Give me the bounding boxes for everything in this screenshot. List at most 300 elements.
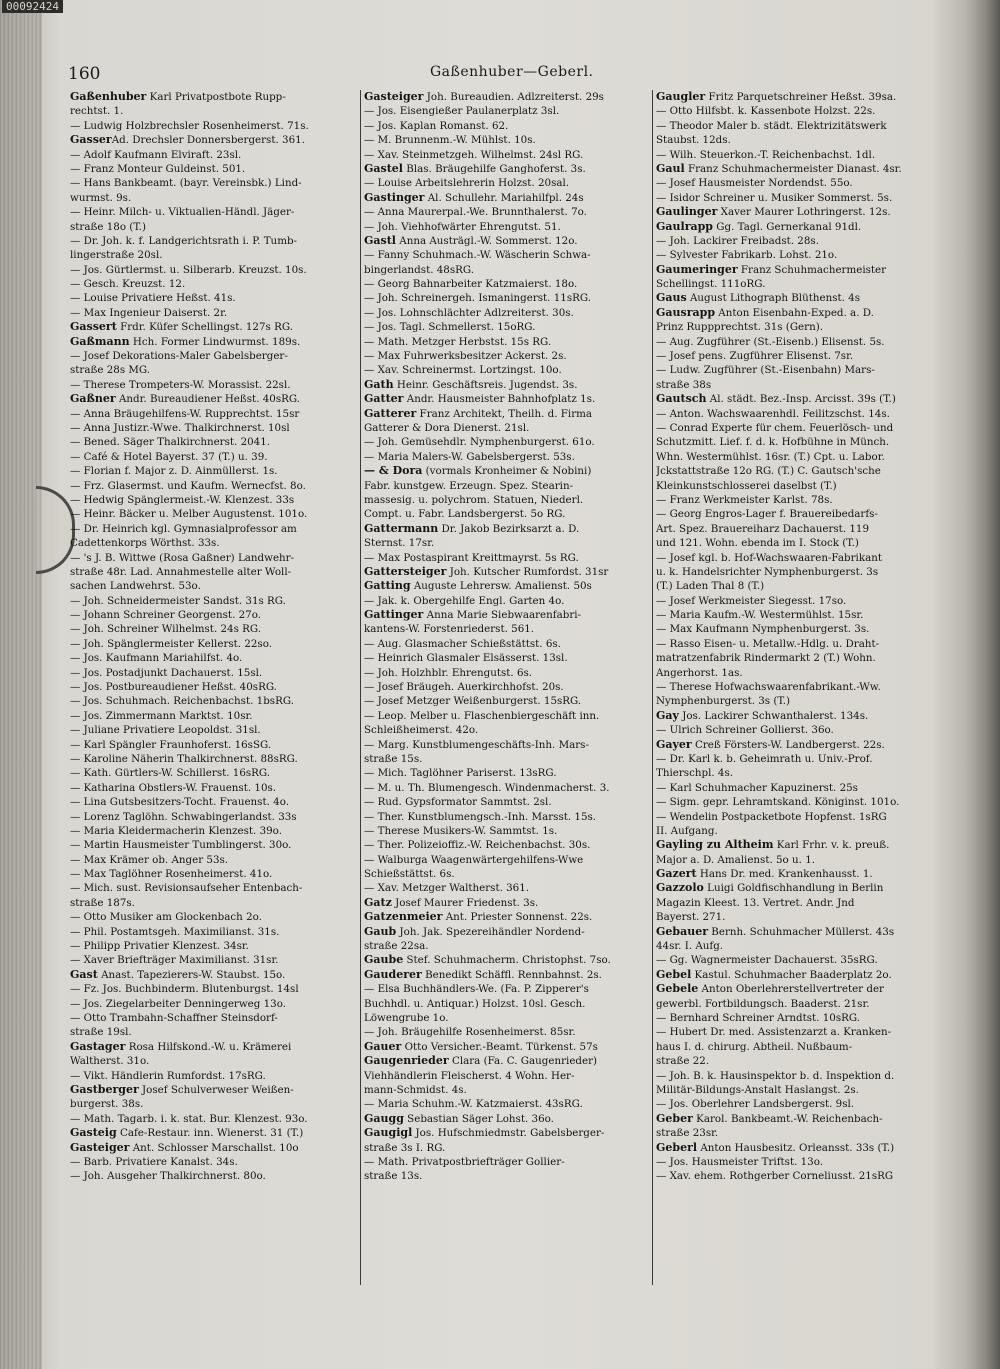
directory-entry-line bbox=[70, 450, 358, 464]
entry-text: Bayerst. 271. bbox=[656, 911, 726, 924]
entry-text: Angerhorst. 1as. bbox=[656, 666, 743, 679]
entry-text: straße 23sr. bbox=[656, 1127, 719, 1140]
directory-entry-line bbox=[656, 810, 956, 824]
entry-text: — Dr. Heinrich kgl. Gymnasialprofessor am bbox=[70, 522, 297, 535]
directory-entry-line bbox=[364, 752, 650, 766]
entry-text: (vormals Kronheimer & Nobini) bbox=[422, 465, 592, 478]
entry-text: Bernh. Schuhmacher Müllerst. 43s bbox=[708, 925, 895, 938]
entry-surname: Gaulrapp bbox=[656, 219, 714, 233]
entry-text: — Wendelin Postpacketbote Hopfenst. 1sRG bbox=[656, 810, 887, 823]
entry-text: wurmst. 9s. bbox=[70, 191, 132, 204]
directory-entry-line bbox=[364, 651, 650, 665]
directory-entry-line bbox=[656, 220, 956, 234]
directory-entry-line bbox=[364, 536, 650, 550]
entry-text: Whn. Westermühlst. 16sr. (T.) Cpt. u. Labor. bbox=[656, 450, 885, 463]
directory-entry-line bbox=[70, 810, 358, 824]
entry-surname: Gatterer bbox=[364, 406, 417, 420]
directory-entry-line bbox=[656, 666, 956, 680]
entry-column-1 bbox=[70, 90, 358, 1285]
entry-text: Cadettenkorps Wörthst. 33s. bbox=[70, 537, 220, 550]
directory-entry-line bbox=[70, 1169, 358, 1183]
entry-text: — Joh. Ausgeher Thalkirchnerst. 80o. bbox=[70, 1170, 266, 1183]
directory-entry-line bbox=[70, 1069, 358, 1083]
directory-entry-line bbox=[364, 306, 650, 320]
entry-text: — Jos. Oberlehrer Landsbergerst. 9sl. bbox=[656, 1098, 855, 1111]
entry-text: Frdr. Küfer Schellingst. 127s RG. bbox=[116, 321, 293, 334]
directory-entry-line bbox=[70, 1040, 358, 1054]
directory-entry-line bbox=[364, 982, 650, 996]
entry-text: — Leop. Melber u. Flaschenbiergeschäft inn. bbox=[364, 709, 600, 722]
directory-entry-line bbox=[364, 1025, 650, 1039]
directory-entry-line bbox=[364, 148, 650, 162]
entry-text: Major a. D. Amalienst. 5o u. 1. bbox=[656, 853, 816, 866]
directory-entry-line bbox=[364, 220, 650, 234]
directory-entry-line bbox=[364, 392, 650, 406]
directory-entry-line bbox=[656, 997, 956, 1011]
entry-text: Militär-Bildungs-Anstalt Haslangst. 2s. bbox=[656, 1083, 859, 1096]
directory-entry-line bbox=[656, 407, 956, 421]
directory-entry-line bbox=[656, 968, 956, 982]
entry-text: — Mich. sust. Revisionsaufseher Entenbach- bbox=[70, 882, 303, 895]
directory-entry-line bbox=[70, 1126, 358, 1140]
entry-text: — Phil. Postamtsgeh. Maximilianst. 31s. bbox=[70, 925, 280, 938]
entry-text: — Josef Hausmeister Nordendst. 55o. bbox=[656, 177, 853, 190]
directory-entry-line bbox=[656, 1141, 956, 1155]
entry-surname: Gast bbox=[70, 967, 98, 981]
directory-entry-line bbox=[70, 363, 358, 377]
entry-text: — Georg Engros-Lager f. Brauereibedarfs- bbox=[656, 508, 878, 521]
directory-entry-line bbox=[70, 781, 358, 795]
entry-text: — Maria Kaufm.-W. Westermühlst. 15sr. bbox=[656, 609, 864, 622]
directory-entry-line bbox=[656, 781, 956, 795]
directory-entry-line bbox=[70, 651, 358, 665]
entry-text: Anton Hausbesitz. Orleansst. 33s (T.) bbox=[697, 1141, 895, 1154]
entry-text: — M. Brunnenm.-W. Mühlst. 10s. bbox=[364, 134, 536, 147]
directory-entry-line bbox=[70, 565, 358, 579]
entry-text: — Maria Malers-W. Gabelsbergerst. 53s. bbox=[364, 450, 575, 463]
directory-entry-line bbox=[656, 881, 956, 895]
entry-surname: Gasteig bbox=[70, 1126, 117, 1140]
directory-entry-line bbox=[656, 1155, 956, 1169]
directory-entry-line bbox=[364, 205, 650, 219]
entry-column-3 bbox=[656, 90, 956, 1285]
directory-entry-line bbox=[656, 939, 956, 953]
entry-text: — Gg. Wagnermeister Dachauerst. 35sRG. bbox=[656, 954, 878, 967]
entry-text: — Lorenz Taglöhn. Schwabingerlandst. 33s bbox=[70, 810, 297, 823]
directory-entry-line bbox=[656, 479, 956, 493]
entry-text: Blas. Bräugehilfe Ganghoferst. 3s. bbox=[402, 162, 586, 175]
directory-entry-line bbox=[70, 464, 358, 478]
entry-surname: Geber bbox=[656, 1111, 693, 1125]
directory-entry-line bbox=[70, 766, 358, 780]
entry-surname: Gaugigl bbox=[364, 1126, 413, 1140]
directory-entry-line bbox=[656, 191, 956, 205]
entry-text: straße 13s. bbox=[364, 1170, 423, 1183]
entry-surname: Gausrapp bbox=[656, 305, 716, 319]
entry-text: — Jos. Kaplan Romanst. 62. bbox=[364, 119, 509, 132]
entry-text: Josef Maurer Friedenst. 3s. bbox=[391, 896, 539, 909]
directory-entry-line bbox=[364, 291, 650, 305]
entry-text: — Fz. Jos. Buchbinderm. Blutenburgst. 14sl bbox=[70, 983, 299, 996]
entry-surname: Gaßmann bbox=[70, 334, 130, 348]
directory-entry-line bbox=[70, 493, 358, 507]
entry-text: massesig. u. polychrom. Statuen, Niederl. bbox=[364, 493, 584, 506]
directory-entry-line bbox=[70, 392, 358, 406]
entry-text: — Philipp Privatier Klenzest. 34sr. bbox=[70, 940, 249, 953]
directory-entry-line bbox=[70, 925, 358, 939]
entry-text: — Hedwig Spänglermeist.-W. Klenzest. 33s bbox=[70, 493, 295, 506]
entry-text: — Wilh. Steuerkon.-T. Reichenbachst. 1dl. bbox=[656, 148, 876, 161]
entry-text: — Joh. Holzhblr. Ehrengutst. 6s. bbox=[364, 666, 533, 679]
directory-entry-line bbox=[656, 680, 956, 694]
entry-surname: Gayer bbox=[656, 737, 692, 751]
entry-text: — Therese Musikers-W. Sammtst. 1s. bbox=[364, 824, 558, 837]
entry-text: — Math. Tagarb. i. k. stat. Bur. Klenzest. 93o. bbox=[70, 1112, 308, 1125]
entry-text: — Josef Werkmeister Siegesst. 17so. bbox=[656, 594, 847, 607]
directory-entry-line bbox=[656, 277, 956, 291]
entry-text: rechtst. 1. bbox=[70, 105, 124, 118]
directory-entry-line bbox=[656, 795, 956, 809]
entry-text: — Josef kgl. b. Hof-Wachswaaren-Fabrikant bbox=[656, 551, 882, 564]
directory-entry-line bbox=[70, 306, 358, 320]
entry-text: August Lithograph Blüthenst. 4s bbox=[686, 292, 861, 305]
entry-surname: — & Dora bbox=[364, 464, 423, 478]
directory-entry-line bbox=[656, 536, 956, 550]
directory-entry-line bbox=[364, 1141, 650, 1155]
entry-text: — Joh. Schreinergeh. Ismaningerst. 11sRG. bbox=[364, 292, 592, 305]
directory-entry-line bbox=[656, 1097, 956, 1111]
directory-entry-line bbox=[70, 867, 358, 881]
entry-text: — Joh. Gemüsehdlr. Nymphenburgerst. 61o. bbox=[364, 436, 595, 449]
entry-text: Al. städt. Bez.-Insp. Arcisst. 39s (T.) bbox=[706, 393, 896, 406]
entry-text: — Josef Dekorations-Maler Gabelsberger- bbox=[70, 350, 288, 363]
directory-entry-line bbox=[70, 997, 358, 1011]
directory-entry-line bbox=[656, 464, 956, 478]
entry-text: Andr. Hausmeister Bahnhofplatz 1s. bbox=[403, 393, 596, 406]
entry-text: — Juliane Privatiere Leopoldst. 31sl. bbox=[70, 724, 261, 737]
directory-entry-line bbox=[364, 176, 650, 190]
directory-entry-line bbox=[364, 1155, 650, 1169]
directory-entry-line bbox=[656, 838, 956, 852]
entry-text: — Math. Privatpostbriefträger Gollier- bbox=[364, 1155, 565, 1168]
directory-entry-line bbox=[656, 133, 956, 147]
directory-entry-line bbox=[656, 363, 956, 377]
entry-text: Anna Marie Siebwaarenfabri- bbox=[423, 609, 582, 622]
entry-text: Luigi Goldfischhandlung in Berlin bbox=[703, 882, 884, 895]
entry-text: — Max Taglöhner Rosenheimerst. 41o. bbox=[70, 868, 273, 881]
entry-text: straße 22sa. bbox=[364, 940, 429, 953]
directory-entry-line bbox=[656, 263, 956, 277]
entry-text: — Walburga Waagenwärtergehilfens-Wwe bbox=[364, 853, 584, 866]
directory-entry-line bbox=[656, 1112, 956, 1126]
entry-text: (T.) Laden Thal 8 (T.) bbox=[656, 580, 765, 593]
directory-entry-line bbox=[364, 723, 650, 737]
entry-text: — Franz Werkmeister Karlst. 78s. bbox=[656, 493, 833, 506]
entry-text: 44sr. I. Aufg. bbox=[656, 940, 724, 953]
entry-surname: Gebel bbox=[656, 967, 692, 981]
directory-entry-line bbox=[656, 723, 956, 737]
entry-text: Heinr. Geschäftsreis. Jugendst. 3s. bbox=[393, 378, 578, 391]
entry-text: Karol. Bankbeamt.-W. Reichenbach- bbox=[692, 1112, 883, 1125]
directory-entry-line bbox=[364, 766, 650, 780]
entry-text: straße 28s MG. bbox=[70, 364, 151, 377]
directory-entry-line bbox=[364, 594, 650, 608]
entry-surname: Gatz bbox=[364, 895, 392, 909]
entry-text: Jos. Hufschmiedmstr. Gabelsberger- bbox=[412, 1127, 605, 1140]
entry-text: — Ludwig Holzbrechsler Rosenheimerst. 71s. bbox=[70, 119, 309, 132]
directory-entry-line bbox=[364, 450, 650, 464]
directory-entry-line bbox=[70, 536, 358, 550]
entry-text: — Café & Hotel Bayerst. 37 (T.) u. 39. bbox=[70, 450, 268, 463]
directory-entry-line bbox=[656, 435, 956, 449]
directory-entry-line bbox=[70, 824, 358, 838]
directory-entry-line bbox=[656, 291, 956, 305]
directory-entry-line bbox=[70, 176, 358, 190]
entry-text: mann-Schmidst. 4s. bbox=[364, 1083, 467, 1096]
directory-entry-line bbox=[656, 982, 956, 996]
entry-surname: Gaugler bbox=[656, 90, 706, 103]
entry-text: — Heinr. Milch- u. Viktualien-Händl. Jäger- bbox=[70, 206, 295, 219]
directory-entry-line bbox=[364, 968, 650, 982]
directory-entry-line bbox=[656, 522, 956, 536]
directory-entry-line bbox=[70, 622, 358, 636]
entry-text: Ad. Drechsler Donnersbergerst. 361. bbox=[111, 134, 305, 147]
entry-text: — Louise Arbeitslehrerin Holzst. 20sal. bbox=[364, 177, 570, 190]
directory-entry-line bbox=[656, 148, 956, 162]
directory-entry-line bbox=[364, 551, 650, 565]
directory-entry-line bbox=[70, 220, 358, 234]
entry-surname: Gatting bbox=[364, 579, 411, 593]
directory-entry-line bbox=[656, 234, 956, 248]
entry-text: Staubst. 12ds. bbox=[656, 134, 731, 147]
directory-entry-line bbox=[70, 234, 358, 248]
directory-entry-line bbox=[656, 608, 956, 622]
directory-entry-line bbox=[70, 507, 358, 521]
entry-text: — Max Krämer ob. Anger 53s. bbox=[70, 853, 229, 866]
entry-text: — Kath. Gürtlers-W. Schillerst. 16sRG. bbox=[70, 767, 271, 780]
entry-text: — Franz Monteur Guldeinst. 501. bbox=[70, 162, 246, 175]
directory-entry-line bbox=[70, 953, 358, 967]
directory-entry-line bbox=[656, 90, 956, 104]
entry-text: — Adolf Kaufmann Elviraft. 23sl. bbox=[70, 148, 242, 161]
entry-text: Auguste Lehrersw. Amalienst. 50s bbox=[410, 580, 592, 593]
directory-entry-line bbox=[364, 479, 650, 493]
directory-entry-line bbox=[656, 119, 956, 133]
directory-entry-line bbox=[70, 694, 358, 708]
entry-text: — Jak. k. Obergehilfe Engl. Garten 4o. bbox=[364, 594, 565, 607]
entry-text: — Vikt. Händlerin Rumfordst. 17sRG. bbox=[70, 1069, 266, 1082]
entry-text: — Ther. Kunstblumengsch.-Inh. Marsst. 15s. bbox=[364, 810, 597, 823]
directory-entry-line bbox=[70, 752, 358, 766]
directory-entry-line bbox=[70, 378, 358, 392]
directory-entry-line bbox=[656, 205, 956, 219]
entry-text: straße 18o (T.) bbox=[70, 220, 146, 233]
entry-surname: Gatzenmeier bbox=[364, 910, 443, 924]
entry-text: — Xav. Steinmetzgeh. Wilhelmst. 24sl RG. bbox=[364, 148, 584, 161]
entry-text: Franz Schuhmachermeister Dianast. 4sr. bbox=[684, 162, 902, 175]
directory-entry-line bbox=[656, 896, 956, 910]
entry-text: — Joh. Schneidermeister Sandst. 31s RG. bbox=[70, 594, 286, 607]
entry-text: Joh. Kutscher Rumfordst. 31sr bbox=[446, 565, 609, 578]
directory-entry-line bbox=[656, 104, 956, 118]
directory-entry-line bbox=[364, 119, 650, 133]
entry-text: — Ludw. Zugführer (St.-Eisenbahn) Mars- bbox=[656, 364, 875, 377]
entry-surname: Gayling zu Altheim bbox=[656, 838, 774, 852]
directory-entry-line bbox=[70, 104, 358, 118]
entry-surname: Gaugenrieder bbox=[364, 1054, 449, 1068]
directory-entry-line bbox=[656, 335, 956, 349]
directory-entry-line bbox=[656, 421, 956, 435]
entry-text: Rosa Hilfskond.-W. u. Krämerei bbox=[125, 1040, 292, 1053]
entry-text: — Heinr. Bäcker u. Melber Augustenst. 101o. bbox=[70, 508, 308, 521]
page-number: 160 bbox=[68, 64, 101, 84]
entry-text: — 's J. B. Wittwe (Rosa Gaßner) Landwehr- bbox=[70, 551, 295, 564]
entry-text: Buchhdl. u. Antiquar.) Holzst. 10sl. Gesch. bbox=[364, 997, 586, 1010]
entry-surname: Gaumeringer bbox=[656, 262, 738, 276]
entry-text: — Joh. Schreiner Wilhelmst. 24s RG. bbox=[70, 623, 262, 636]
entry-column-2 bbox=[364, 90, 650, 1285]
directory-entry-line bbox=[364, 680, 650, 694]
entry-text: matratzenfabrik Rindermarkt 2 (T.) Wohn. bbox=[656, 652, 876, 665]
entry-text: straße 187s. bbox=[70, 896, 135, 909]
entry-text: Sebastian Säger Lohst. 36o. bbox=[403, 1112, 554, 1125]
entry-text: und 121. Wohn. ebenda im I. Stock (T.) bbox=[656, 537, 859, 550]
entry-text: — Anna Maurerpal.-We. Brunnthalerst. 7o. bbox=[364, 206, 587, 219]
entry-text: — Theodor Maler b. städt. Elektrizitätswerk bbox=[656, 119, 887, 132]
entry-surname: Gaßenhuber bbox=[70, 90, 147, 103]
directory-entry-line bbox=[656, 766, 956, 780]
directory-entry-line bbox=[364, 1040, 650, 1054]
entry-text: Kleinkunstschlosserei daselbst (T.) bbox=[656, 479, 837, 492]
entry-text: — Anna Bräugehilfens-W. Rupprechtst. 15sr bbox=[70, 407, 300, 420]
entry-text: Anton Oberlehrerstellvertreter der bbox=[698, 983, 884, 996]
entry-text: Dr. Jakob Bezirksarzt a. D. bbox=[438, 522, 580, 535]
entry-text: — Anton. Wachswaarenhdl. Feilitzschst. 14s. bbox=[656, 407, 890, 420]
directory-entry-line bbox=[70, 1011, 358, 1025]
directory-entry-line bbox=[656, 853, 956, 867]
directory-entry-line bbox=[656, 709, 956, 723]
entry-surname: Gasteiger bbox=[70, 1140, 130, 1154]
entry-surname: Gay bbox=[656, 708, 679, 722]
entry-surname: Gazzolo bbox=[656, 881, 704, 895]
entry-text: — Josef Bräugeh. Auerkirchhofst. 20s. bbox=[364, 681, 564, 694]
entry-text: Clara (Fa. C. Gaugenrieder) bbox=[448, 1055, 598, 1068]
directory-entry-line bbox=[70, 421, 358, 435]
entry-text: Schleißheimerst. 42o. bbox=[364, 724, 479, 737]
entry-text: — Lina Gutsbesitzers-Tocht. Frauenst. 4o. bbox=[70, 796, 289, 809]
directory-entry-line bbox=[656, 824, 956, 838]
entry-text: Schießstättst. 6s. bbox=[364, 868, 455, 881]
column-divider bbox=[360, 90, 361, 1285]
entry-surname: Gatter bbox=[364, 392, 404, 406]
entry-text: straße 15s. bbox=[364, 752, 423, 765]
directory-entry-line bbox=[364, 522, 650, 536]
entry-text: Prinz Ruppprechtst. 31s (Gern). bbox=[656, 321, 823, 334]
entry-text: Karl Frhr. v. k. preuß. bbox=[773, 839, 890, 852]
entry-text: — Hubert Dr. med. Assistenzarzt a. Kranken- bbox=[656, 1026, 892, 1039]
entry-text: Karl Privatpostbote Rupp- bbox=[146, 91, 286, 103]
directory-entry-line bbox=[364, 464, 650, 478]
entry-text: straße 48r. Lad. Annahmestelle alter Woll- bbox=[70, 565, 292, 578]
directory-entry-line bbox=[656, 1083, 956, 1097]
entry-text: — Joh. Bräugehilfe Rosenheimerst. 85sr. bbox=[364, 1026, 576, 1039]
entry-text: Cafe-Restaur. inn. Wienerst. 31 (T.) bbox=[116, 1127, 304, 1140]
directory-entry-line bbox=[656, 176, 956, 190]
entry-text: — Jos. Ziegelarbeiter Denningerweg 13o. bbox=[70, 997, 287, 1010]
directory-entry-line bbox=[364, 881, 650, 895]
directory-entry-line bbox=[656, 450, 956, 464]
directory-entry-line bbox=[70, 320, 358, 334]
entry-text: — Bernhard Schreiner Arndtst. 10sRG. bbox=[656, 1012, 860, 1024]
directory-entry-line bbox=[656, 867, 956, 881]
entry-text: — Dr. Joh. k. f. Landgerichtsrath i. P. Tumb- bbox=[70, 234, 298, 247]
entry-text: Anna Austrägl.-W. Sommerst. 12o. bbox=[395, 234, 578, 247]
entry-text: — Dr. Karl k. b. Geheimrath u. Univ.-Prof. bbox=[656, 752, 873, 765]
directory-entry-line bbox=[364, 363, 650, 377]
entry-text: — Katharina Obstlers-W. Frauenst. 10s. bbox=[70, 781, 277, 794]
entry-text: — Jos. Zimmermann Marktst. 10sr. bbox=[70, 709, 253, 722]
running-head: Gaßenhuber—Geberl. bbox=[430, 64, 594, 80]
entry-text: — Rud. Gypsformator Sammtst. 2sl. bbox=[364, 796, 552, 809]
entry-text: straße 38s bbox=[656, 378, 712, 391]
entry-text: Ant. Schlosser Marschallst. 10o bbox=[129, 1141, 299, 1154]
entry-text: Al. Schullehr. Mariahilfpl. 24s bbox=[424, 191, 584, 204]
directory-entry-line bbox=[364, 378, 650, 392]
entry-text: — Jos. Hausmeister Triftst. 13o. bbox=[656, 1155, 824, 1168]
entry-text: Löwengrube 1o. bbox=[364, 1012, 449, 1024]
directory-entry-line bbox=[364, 1083, 650, 1097]
directory-entry-line bbox=[364, 579, 650, 593]
entry-text: sachen Landwehrst. 53o. bbox=[70, 580, 201, 593]
entry-text: — Joh. B. k. Hausinspektor b. d. Inspektion d. bbox=[656, 1069, 895, 1082]
entry-text: Waltherst. 31o. bbox=[70, 1055, 150, 1068]
entry-text: Schutzmitt. Lief. f. d. k. Hofbühne in Münch. bbox=[656, 436, 890, 449]
entry-text: — Conrad Experte für chem. Feuerlösch- und bbox=[656, 421, 894, 434]
directory-entry-line bbox=[364, 435, 650, 449]
directory-entry-line bbox=[364, 666, 650, 680]
directory-entry-line bbox=[364, 493, 650, 507]
entry-text: Anast. Tapezierers-W. Staubst. 15o. bbox=[97, 968, 286, 981]
directory-entry-line bbox=[364, 896, 650, 910]
entry-text: — Bened. Säger Thalkirchnerst. 2041. bbox=[70, 436, 271, 449]
entry-surname: Gastager bbox=[70, 1039, 126, 1053]
entry-text: — Karl Schuhmacher Kapuzinerst. 25s bbox=[656, 781, 858, 794]
entry-text: Nymphenburgerst. 3s (T.) bbox=[656, 695, 791, 708]
directory-entry-line bbox=[364, 320, 650, 334]
directory-entry-line bbox=[70, 982, 358, 996]
directory-entry-line bbox=[364, 421, 650, 435]
entry-surname: Gath bbox=[364, 377, 394, 391]
entry-text: — Max Fuhrwerksbesitzer Ackerst. 2s. bbox=[364, 350, 567, 363]
entry-text: — Sigm. gepr. Lehramtskand. Königinst. 101o. bbox=[656, 796, 900, 809]
entry-text: Creß Försters-W. Landbergerst. 22s. bbox=[691, 738, 885, 751]
directory-entry-line bbox=[70, 939, 358, 953]
entry-text: Josef Schulverweser Weißen- bbox=[138, 1083, 294, 1096]
entry-text: Thierschpl. 4s. bbox=[656, 767, 734, 780]
entry-text: — Otto Hilfsbt. k. Kassenbote Holzst. 22s. bbox=[656, 105, 876, 118]
directory-entry-line bbox=[70, 594, 358, 608]
entry-text: — Mich. Taglöhner Pariserst. 13sRG. bbox=[364, 767, 557, 780]
directory-entry-line bbox=[364, 263, 650, 277]
entry-text: Jos. Lackirer Schwanthalerst. 134s. bbox=[678, 709, 869, 722]
entry-text: II. Aufgang. bbox=[656, 824, 718, 837]
directory-entry-line bbox=[656, 493, 956, 507]
directory-entry-line bbox=[70, 522, 358, 536]
entry-text: — Martin Hausmeister Tumblingerst. 30o. bbox=[70, 839, 292, 852]
directory-entry-line bbox=[364, 248, 650, 262]
directory-entry-line bbox=[656, 248, 956, 262]
entry-text: — Jos. Postbureaudiener Heßst. 40sRG. bbox=[70, 681, 277, 694]
